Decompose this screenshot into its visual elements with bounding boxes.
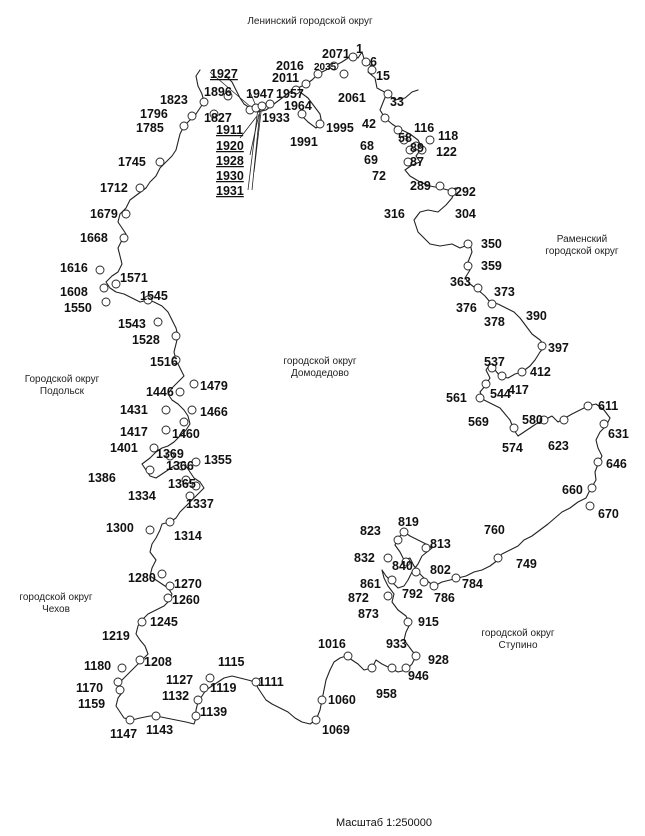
- point-label: 1143: [146, 723, 174, 737]
- point-label: 1930: [216, 169, 244, 183]
- point-marker: [384, 592, 392, 600]
- point-label: 118: [438, 129, 459, 143]
- point-marker: [464, 240, 472, 248]
- point-marker: [381, 114, 389, 122]
- region-label-domodedovo: городской округ: [283, 356, 357, 367]
- map-scale: Масштаб 1:250000: [336, 817, 432, 829]
- point-marker: [200, 684, 208, 692]
- region-label-domodedovo-2: Домодедово: [291, 368, 349, 379]
- point-label: 292: [455, 185, 476, 199]
- point-label: 1785: [136, 121, 164, 135]
- point-marker: [190, 380, 198, 388]
- point-label: 1270: [174, 577, 202, 591]
- point-label: 2071: [322, 47, 350, 61]
- point-label: 1545: [140, 289, 168, 303]
- point-label: 784: [462, 577, 483, 591]
- point-label: 1208: [144, 655, 172, 669]
- point-label: 1069: [322, 723, 350, 737]
- point-label: 1245: [150, 615, 178, 629]
- point-marker: [146, 466, 154, 474]
- point-label: 1446: [146, 385, 174, 399]
- point-label: 928: [428, 653, 449, 667]
- region-label-stupino-2: Ступино: [498, 640, 538, 651]
- point-label: 1995: [326, 121, 354, 135]
- point-label: 574: [502, 441, 523, 455]
- point-label: 1796: [140, 107, 168, 121]
- point-marker: [266, 100, 274, 108]
- point-marker: [498, 372, 506, 380]
- point-label: 89: [410, 141, 424, 155]
- point-marker: [118, 664, 126, 672]
- region-label-podolsk: Городской округ: [24, 374, 100, 385]
- point-label: 68: [360, 139, 374, 153]
- point-label: 1060: [328, 693, 356, 707]
- point-marker: [586, 502, 594, 510]
- point-marker: [588, 484, 596, 492]
- point-label: 1528: [132, 333, 160, 347]
- point-marker: [164, 594, 172, 602]
- point-marker: [476, 394, 484, 402]
- point-marker: [436, 182, 444, 190]
- point-label: 749: [516, 557, 537, 571]
- point-marker: [510, 424, 518, 432]
- point-marker: [258, 102, 266, 110]
- point-label: 1608: [60, 285, 88, 299]
- point-marker: [560, 416, 568, 424]
- point-marker: [176, 388, 184, 396]
- point-label: 1920: [216, 139, 244, 153]
- point-marker: [538, 342, 546, 350]
- point-label: 1180: [84, 659, 112, 673]
- point-label: 1300: [106, 521, 134, 535]
- point-label: 1401: [110, 441, 138, 455]
- point-label: 958: [376, 687, 397, 701]
- point-label: 1159: [78, 697, 106, 711]
- point-label: 1957: [276, 87, 304, 101]
- region-label-ramensky-2: городской округ: [545, 246, 619, 257]
- point-marker: [452, 574, 460, 582]
- point-marker: [318, 696, 326, 704]
- point-label: 116: [414, 121, 435, 135]
- point-label: 1170: [76, 681, 104, 695]
- point-label: 1479: [200, 379, 228, 393]
- point-label: 1280: [128, 571, 156, 585]
- point-label: 378: [484, 315, 505, 329]
- point-label: 1386: [88, 471, 116, 485]
- point-marker: [384, 554, 392, 562]
- point-marker: [166, 582, 174, 590]
- point-marker: [388, 576, 396, 584]
- point-label: 33: [390, 95, 404, 109]
- point-label: 1964: [284, 99, 312, 113]
- point-label: 1911: [216, 123, 244, 137]
- point-label: 87: [410, 155, 424, 169]
- point-marker: [344, 652, 352, 660]
- point-marker: [400, 528, 408, 536]
- point-marker: [430, 582, 438, 590]
- point-label: 1417: [120, 425, 148, 439]
- point-marker: [600, 420, 608, 428]
- point-label: 2061: [338, 91, 366, 105]
- point-label: 15: [376, 69, 390, 83]
- point-marker: [136, 184, 144, 192]
- point-marker: [146, 526, 154, 534]
- point-marker: [172, 332, 180, 340]
- point-label: 1616: [60, 261, 88, 275]
- point-label: 580: [522, 413, 543, 427]
- point-marker: [422, 544, 430, 552]
- point-label: 823: [360, 524, 381, 538]
- point-label: 872: [348, 591, 369, 605]
- point-label: 2035: [314, 62, 337, 73]
- point-marker: [100, 284, 108, 292]
- point-label: 1827: [204, 111, 232, 125]
- point-marker: [404, 618, 412, 626]
- point-label: 69: [364, 153, 378, 167]
- point-label: 1369: [156, 447, 184, 461]
- point-label: 819: [398, 515, 419, 529]
- point-label: 42: [362, 117, 376, 131]
- point-label: 1334: [128, 489, 156, 503]
- point-marker: [482, 380, 490, 388]
- point-label: 58: [398, 131, 412, 145]
- point-marker: [162, 426, 170, 434]
- point-label: 1823: [160, 93, 188, 107]
- point-label: 670: [598, 507, 619, 521]
- point-label: 915: [418, 615, 439, 629]
- point-label: 397: [548, 341, 569, 355]
- point-label: 792: [402, 587, 423, 601]
- point-label: 1745: [118, 155, 146, 169]
- point-marker: [388, 664, 396, 672]
- point-marker: [494, 554, 502, 562]
- point-label: 1543: [118, 317, 146, 331]
- point-label: 569: [468, 415, 489, 429]
- point-label: 1679: [90, 207, 118, 221]
- point-marker: [362, 58, 370, 66]
- point-label: 786: [434, 591, 455, 605]
- point-label: 1431: [120, 403, 148, 417]
- point-label: 363: [450, 275, 471, 289]
- point-marker: [136, 656, 144, 664]
- point-marker: [102, 298, 110, 306]
- point-marker: [194, 696, 202, 704]
- point-label: 832: [354, 551, 375, 565]
- point-label: 1947: [246, 87, 274, 101]
- point-label: 359: [481, 259, 502, 273]
- point-marker: [340, 70, 348, 78]
- point-marker: [518, 368, 526, 376]
- point-label: 1111: [258, 675, 284, 689]
- point-label: 1460: [172, 427, 200, 441]
- point-label: 1571: [120, 271, 148, 285]
- point-marker: [180, 122, 188, 130]
- point-marker: [154, 318, 162, 326]
- point-marker: [188, 406, 196, 414]
- point-label: 289: [410, 179, 431, 193]
- point-label: 537: [484, 355, 505, 369]
- point-marker: [122, 210, 130, 218]
- region-label-stupino: городской округ: [481, 628, 555, 639]
- region-label-ramensky: Раменский: [556, 234, 608, 245]
- point-label: 1355: [204, 453, 232, 467]
- point-marker: [312, 716, 320, 724]
- point-label: 660: [562, 483, 583, 497]
- point-marker: [166, 518, 174, 526]
- point-marker: [368, 664, 376, 672]
- point-label: 1337: [186, 497, 214, 511]
- point-label: 1927: [210, 67, 238, 81]
- point-label: 611: [598, 399, 619, 413]
- point-marker: [474, 284, 482, 292]
- point-label: 1933: [262, 111, 290, 125]
- point-label: 122: [436, 145, 457, 159]
- point-label: 304: [455, 207, 476, 221]
- point-label: 1366: [166, 459, 194, 473]
- point-label: 316: [384, 207, 405, 221]
- point-marker: [584, 402, 592, 410]
- point-marker: [116, 686, 124, 694]
- point-label: 1127: [166, 673, 194, 687]
- point-marker: [200, 98, 208, 106]
- point-marker: [594, 458, 602, 466]
- point-marker: [188, 112, 196, 120]
- point-label: 1712: [100, 181, 128, 195]
- point-label: 1991: [290, 135, 318, 149]
- point-marker: [156, 158, 164, 166]
- point-label: 373: [494, 285, 515, 299]
- point-marker: [126, 716, 134, 724]
- point-marker: [426, 136, 434, 144]
- point-label: 946: [408, 669, 429, 683]
- point-label: 1928: [216, 154, 244, 168]
- point-label: 631: [608, 427, 629, 441]
- point-label: 2011: [272, 71, 300, 85]
- region-label-chekhov: городской округ: [19, 592, 93, 603]
- point-label: 861: [360, 577, 381, 591]
- point-label: 933: [386, 637, 407, 651]
- point-label: 1119: [210, 681, 237, 695]
- point-marker: [152, 712, 160, 720]
- point-label: 802: [430, 563, 451, 577]
- point-label: 1516: [150, 355, 178, 369]
- point-marker: [112, 280, 120, 288]
- point-label: 1: [356, 42, 363, 56]
- point-marker: [114, 678, 122, 686]
- point-label: 1668: [80, 231, 108, 245]
- point-label: 760: [484, 523, 505, 537]
- point-label: 873: [358, 607, 379, 621]
- point-label: 544: [490, 387, 511, 401]
- point-label: 1139: [200, 705, 228, 719]
- point-label: 1466: [200, 405, 228, 419]
- region-label-podolsk-2: Подольск: [39, 386, 85, 397]
- point-marker: [420, 578, 428, 586]
- point-marker: [394, 536, 402, 544]
- region-label-chekhov-2: Чехов: [42, 604, 70, 615]
- point-marker: [158, 570, 166, 578]
- point-label: 1550: [64, 301, 92, 315]
- point-label: 1115: [218, 655, 245, 669]
- point-label: 72: [372, 169, 386, 183]
- point-label: 350: [481, 237, 502, 251]
- point-label: 623: [548, 439, 569, 453]
- point-label: 376: [456, 301, 477, 315]
- point-label: 1260: [172, 593, 200, 607]
- point-marker: [412, 568, 420, 576]
- point-label: 6: [370, 55, 377, 69]
- point-label: 1896: [204, 85, 232, 99]
- region-label-leninsky: Ленинский городской округ: [247, 16, 373, 27]
- point-label: 390: [526, 309, 547, 323]
- point-marker: [120, 234, 128, 242]
- point-label: 840: [392, 559, 413, 573]
- point-marker: [464, 262, 472, 270]
- point-label: 1314: [174, 529, 202, 543]
- point-label: 1132: [162, 689, 190, 703]
- point-label: 1016: [318, 637, 346, 651]
- point-marker: [412, 652, 420, 660]
- point-label: 2016: [276, 59, 304, 73]
- point-marker: [316, 120, 324, 128]
- point-label: 412: [530, 365, 551, 379]
- point-marker: [488, 300, 496, 308]
- point-label: 1931: [216, 184, 244, 198]
- point-marker: [96, 266, 104, 274]
- point-marker: [180, 418, 188, 426]
- point-label: 1365: [168, 477, 196, 491]
- point-label: 1219: [102, 629, 130, 643]
- point-label: 417: [508, 383, 529, 397]
- point-label: 1147: [110, 727, 138, 741]
- point-marker: [192, 712, 200, 720]
- point-label: 813: [430, 537, 451, 551]
- point-label: 561: [446, 391, 467, 405]
- point-marker: [138, 618, 146, 626]
- point-marker: [162, 406, 170, 414]
- point-label: 646: [606, 457, 627, 471]
